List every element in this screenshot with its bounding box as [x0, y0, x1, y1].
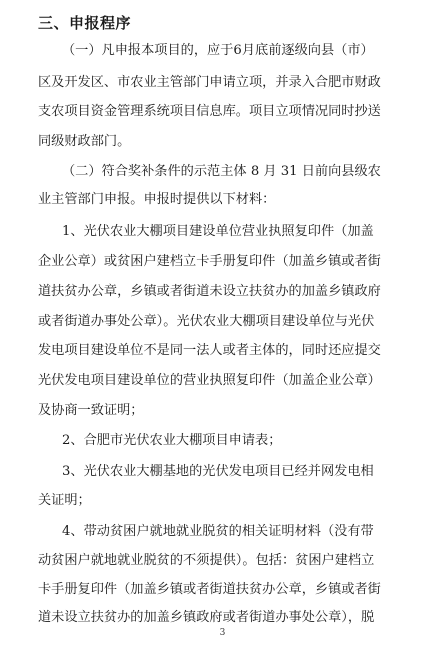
item-4-line-4: 道未设立扶贫办的加盖乡镇政府或者街道办事处公章），脱 — [38, 610, 375, 625]
item-1-line-5: 发电项目建设单位不是同一法人或者主体的，同时还应提交 — [38, 343, 381, 358]
paragraph-1-line-2: 区及开发区、市农业主管部门申请立项，并录入合肥市财政 — [38, 75, 381, 90]
item-2-line-1: 2、合肥市光伏农业大棚项目申请表； — [62, 433, 282, 448]
paragraph-1-line-4: 同级财政部门。 — [38, 134, 131, 149]
paragraph-2-line-2: 业主管部门申报。申报时提供以下材料： — [38, 192, 276, 207]
item-1-line-7: 及协商一致证明； — [38, 403, 144, 418]
item-3-line-2: 关证明； — [38, 493, 91, 508]
paragraph-1-line-1: （一）凡申报本项目的，应于6月底前逐级向县（市） — [62, 43, 374, 58]
item-1-line-4: 或者街道办事处公章）。光伏农业大棚项目建设单位与光伏 — [38, 314, 375, 329]
item-4-line-3: 卡手册复印件（加盖乡镇或者街道扶贫办公章，乡镇或者街 — [38, 582, 381, 597]
section-heading: 三、申报程序 — [38, 14, 132, 32]
item-4-line-1: 4、带动贫困户就地就业脱贫的相关证明材料（没有带 — [62, 524, 374, 539]
paragraph-2-line-1: （二）符合奖补条件的示范主体 8 月 31 日前向县级农 — [62, 164, 381, 179]
item-1-line-2: 企业公章）或贫困户建档立卡手册复印件（加盖乡镇或者街 — [38, 254, 381, 269]
item-4-line-2: 动贫困户就地就业脱贫的不须提供）。包括：贫困户建档立 — [38, 553, 375, 568]
paragraph-1-line-3: 支农项目资金管理系统项目信息库。项目立项情况同时抄送 — [38, 104, 381, 119]
item-1-line-1: 1、光伏农业大棚项目建设单位营业执照复印件（加盖 — [62, 224, 374, 239]
page-number: 3 — [219, 628, 226, 638]
item-1-line-3: 道扶贫办公章，乡镇或者街道未设立扶贫办的加盖乡镇政府 — [38, 284, 381, 299]
item-1-line-6: 光伏发电项目建设单位的营业执照复印件（加盖企业公章） — [38, 373, 381, 388]
item-3-line-1: 3、光伏农业大棚基地的光伏发电项目已经并网发电相 — [62, 464, 374, 479]
